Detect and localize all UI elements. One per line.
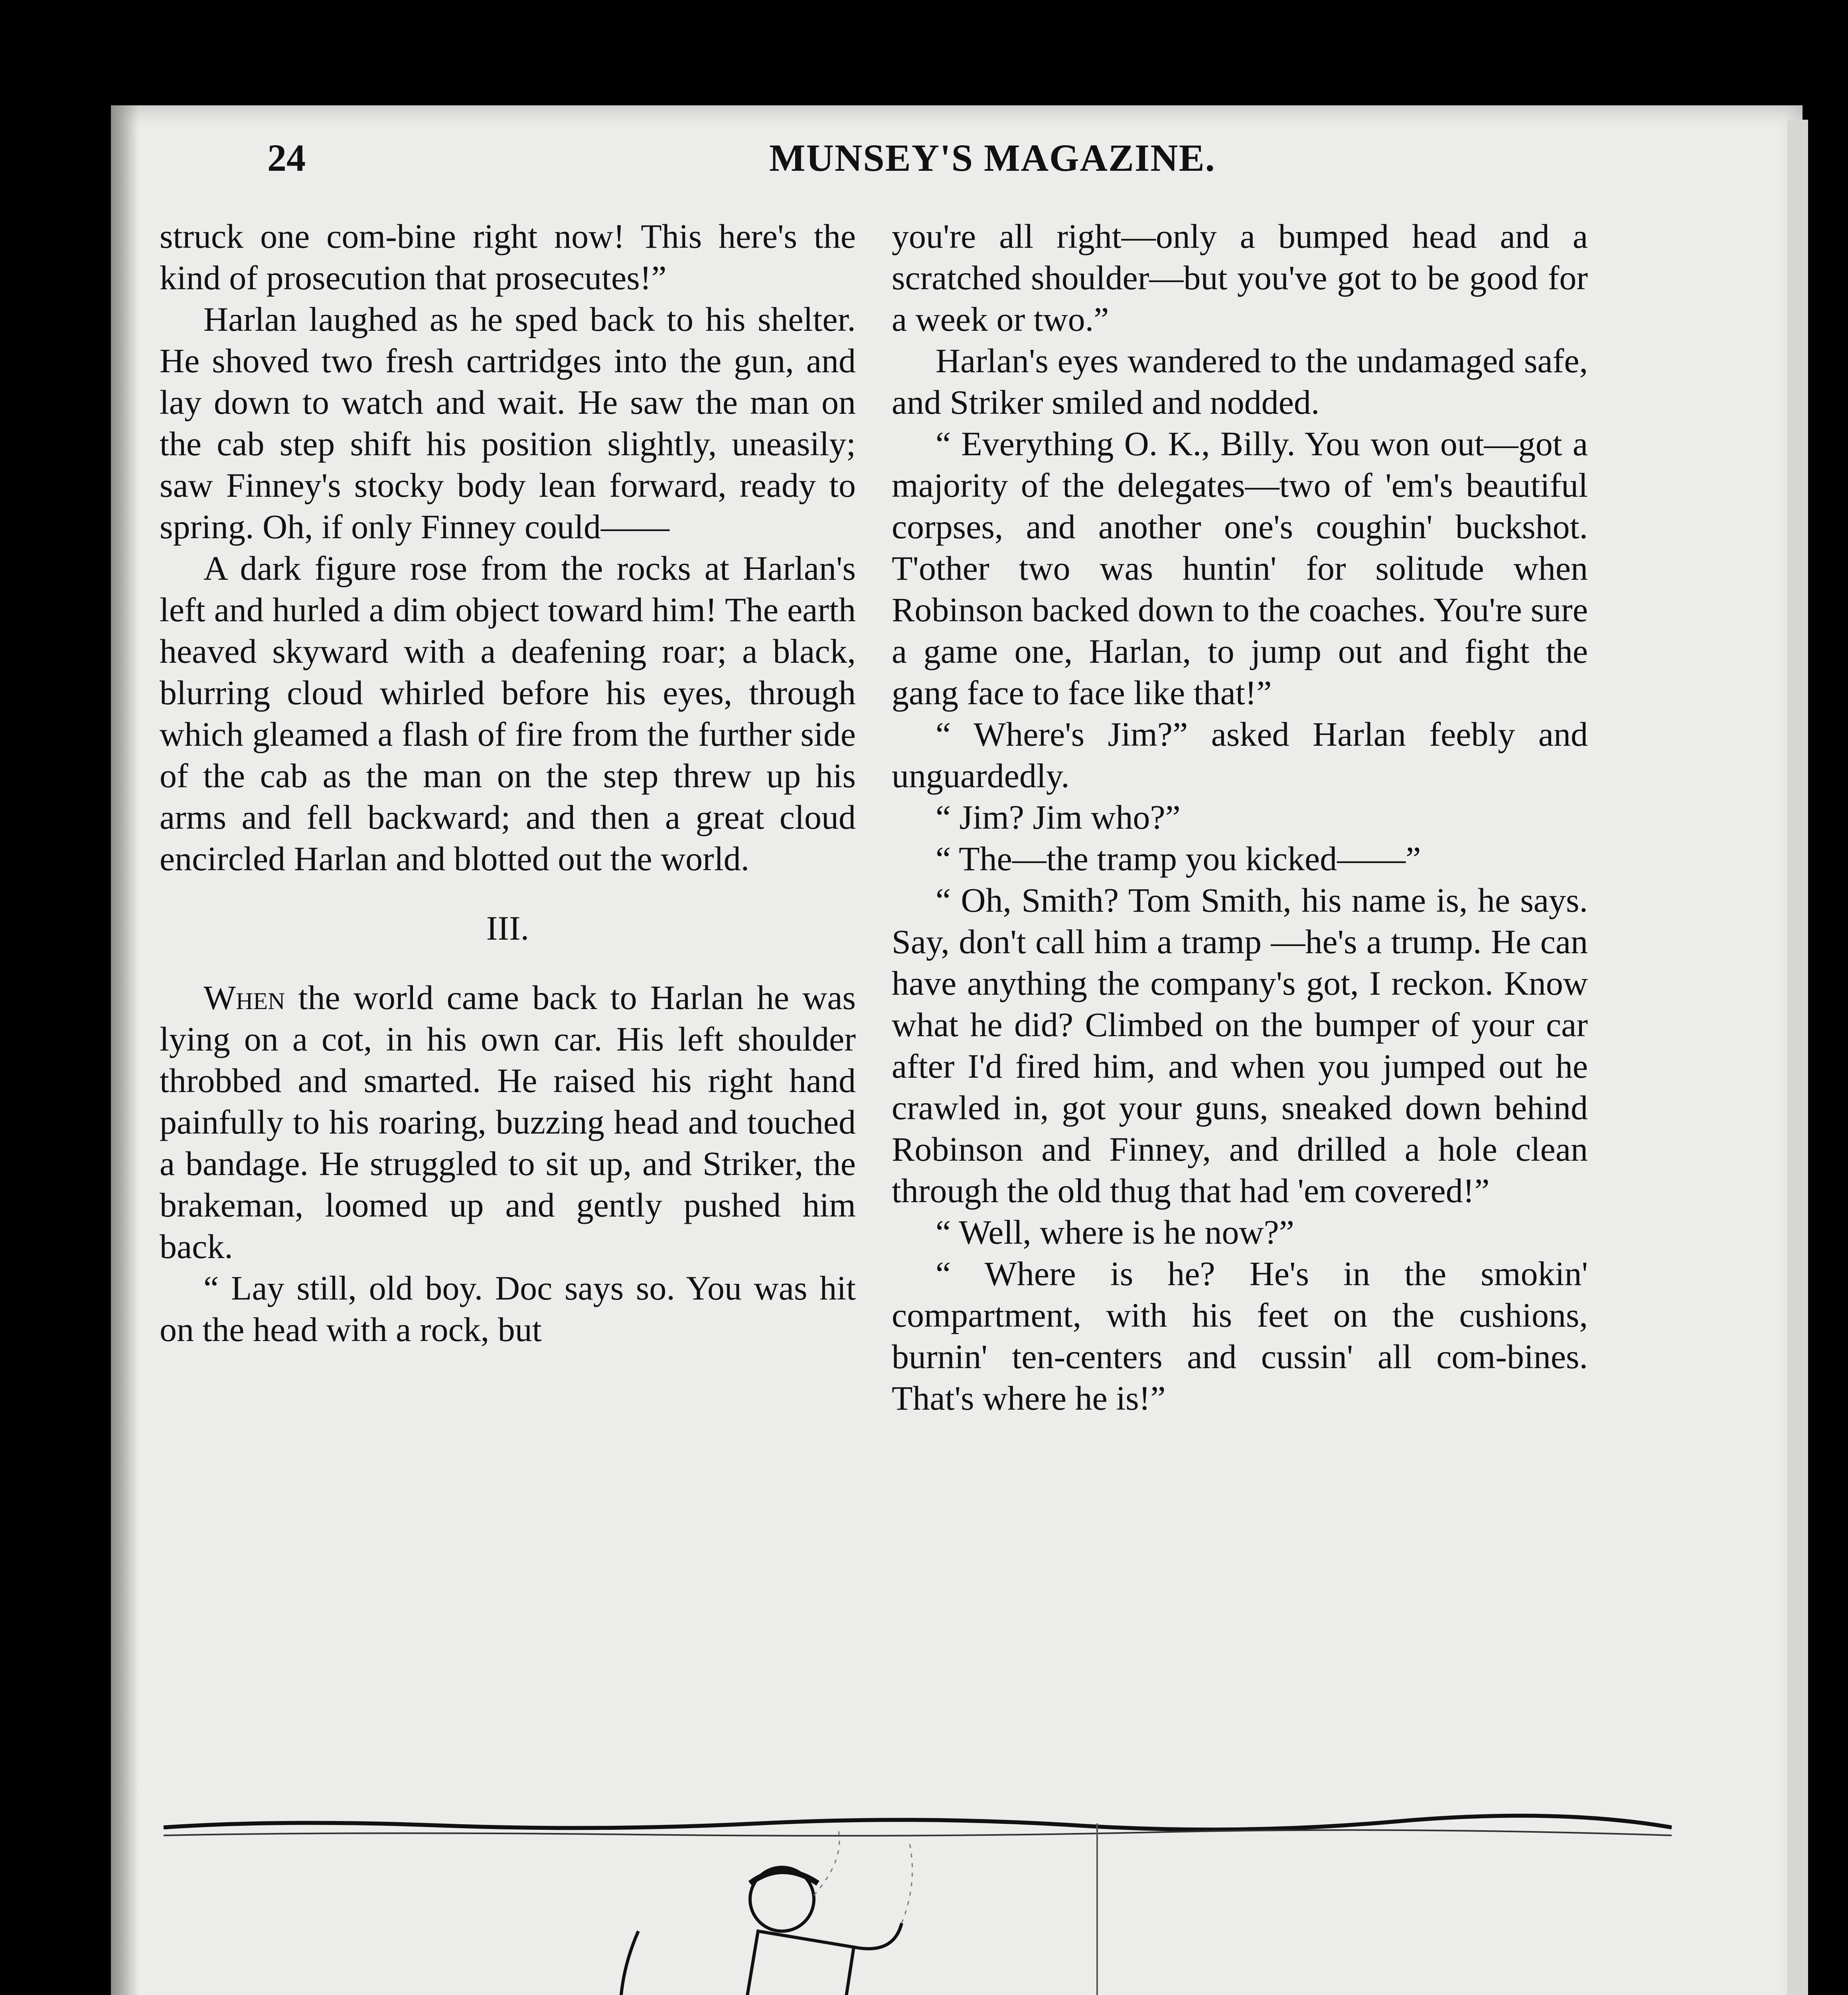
paragraph: “ Jim? Jim who?”	[936, 798, 1181, 836]
section-heading: III.	[486, 909, 529, 947]
page-number: 24	[267, 136, 306, 179]
paragraph	[160, 977, 856, 1267]
paragraph: “ Everything O. K., Billy. You won out—got a majority of the delegates—two of 'em's beautiful corpses, and another one's coughin' buckshot. T'other two was huntin' for solitude when Robinson backed down to the coaches. You're sure a game one, Harlan, to jump out and fight the gang face to face like that!”	[892, 425, 1588, 712]
paragraph: you're all right—only a bumped head and a scratched shoulder—but you've got to be good for a week or two.”	[892, 217, 1588, 338]
paragraph: “ Oh, Smith? Tom Smith, his name is, he says. Say, don't call him a tramp —he's a trump. He can have anything the company's got, I reckon. Know what he did? Climbed on the bumper of your car after I'd fired him, and when you jumped out he crawled in, got your guns, sneaked down behind Robinson and Finney, and drilled a hole clean through the old thug that had 'em covered!”	[892, 881, 1588, 1210]
page-edge	[1787, 120, 1808, 1995]
smoking-man-illustration	[160, 1803, 1676, 1995]
lead-word: When	[203, 978, 285, 1017]
page-header	[111, 136, 1803, 200]
paragraph: “ Where's Jim?” asked Harlan feebly and unguardedly.	[892, 715, 1588, 795]
paragraph: A dark figure rose from the rocks at Harlan's left and hurled a dim object toward him! The earth heaved skyward with a deafening roar; a black, blurring cloud whirled before his eyes, through which gleamed a flash of fire from the further side of the cab as the man on the step threw up his arms and fell backward; and then a great cloud encircled Harlan and blotted out the world.	[160, 549, 856, 878]
right-column	[892, 215, 1588, 1419]
paragraph-text: the world came back to Harlan he was lying on a cot, in his own car. His left shoulder throbbed and smarted. He raised his right hand painfully to his roaring, buzzing head and touched a bandage. He struggled to sit up, and Striker, the brakeman, loomed up and gently pushed him back.	[160, 978, 856, 1266]
paragraph: Harlan's eyes wandered to the undamaged safe, and Striker smiled and nodded.	[892, 342, 1588, 421]
paragraph: “ Well, where is he now?”	[936, 1213, 1294, 1251]
running-head: MUNSEY'S MAGAZINE.	[769, 136, 1216, 179]
paragraph: “ Lay still, old boy. Doc says so. You was hit on the head with a rock, but	[160, 1269, 856, 1349]
paragraph: “ Where is he? He's in the smokin' compartment, with his feet on the cushions, burnin' ten-centers and cussin' all com-bines. That's where he is!”	[892, 1254, 1588, 1417]
paragraph: struck one com-bine right now! This here's the kind of prosecution that prosecutes!”	[160, 217, 856, 297]
paragraph: Harlan laughed as he sped back to his shelter. He shoved two fresh cartridges into the gun, and lay down to watch and wait. He saw the man on the cab step shift his position slightly, uneasily; saw Finney's stocky body lean forward, ready to spring. Oh, if only Finney could——	[160, 300, 856, 546]
left-column	[160, 215, 856, 1350]
paragraph: “ The—the tramp you kicked——”	[936, 839, 1421, 878]
gutter-shadow	[111, 105, 139, 1995]
